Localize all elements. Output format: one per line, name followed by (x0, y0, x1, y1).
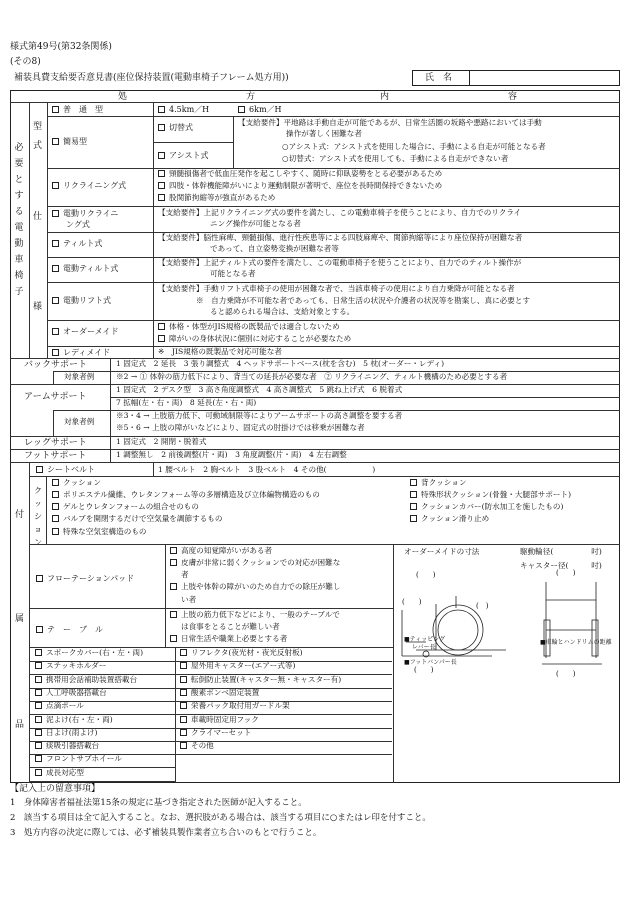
accessory-label: 屋外用キャスター(エアー式等) (191, 661, 296, 671)
accessory-label: 点滴ポール (46, 701, 84, 711)
side-label-required: 必要とする電動車椅子 (14, 143, 24, 297)
cushion-left-1[interactable]: クッション (52, 479, 101, 488)
accessory-item[interactable] (35, 662, 106, 671)
cushion-right-2[interactable]: 特殊形状クッション(骨盤・大腿部サポート) (410, 491, 571, 500)
side-label-yo: 様 (33, 302, 43, 312)
cushion-side-label: クッション (34, 486, 42, 547)
checkbox[interactable] (35, 755, 42, 762)
notes-title: 【記入上の留意事項】 (10, 784, 101, 794)
checkbox[interactable] (35, 702, 42, 709)
accessory-label: 成長対応型 (46, 767, 84, 777)
accessory-item[interactable] (35, 769, 84, 778)
wheelchair-dimension-diagram (396, 560, 616, 710)
accessory-item[interactable] (180, 649, 303, 658)
side-label-shi: 仕 (33, 212, 43, 222)
accessory-item[interactable] (35, 649, 143, 658)
accessory-label: 車載時固定用フック (191, 714, 259, 724)
lift-requirement-1: 【支給要件】手動リフト式車椅子の使用が困難な者で、当該車椅子の使用により自力乗降が可能となる者 (158, 284, 515, 293)
accessory-item[interactable] (35, 689, 107, 698)
back-support-label: バックサポート (24, 360, 88, 370)
table-reason-1b: は食事をとることが難しい者 (181, 622, 280, 631)
cushion-left-2[interactable]: ポリエステル繊維、ウレタンフォーム等の多層構造及び立体編物構造のもの (52, 491, 320, 500)
flotation-pad-checkbox[interactable]: フローテーションパッド (36, 574, 134, 583)
foot-support-options[interactable]: 1 調整無し 2 前後調整(片・両) 3 角度調整(片・両) 4 左右調整 (116, 450, 347, 459)
cushion-left-5[interactable]: 特殊な空気室構造のもの (52, 528, 147, 537)
accessory-item[interactable] (35, 755, 122, 764)
cushion-left-3[interactable]: ゲルとウレタンフォームの組合せのもの (52, 503, 199, 512)
head-label-1: 処 (118, 92, 128, 102)
drive-wheel-size[interactable]: 駆動輪径( 吋) (520, 547, 602, 556)
form-title: 補装具費支給要否意見書(座位保持装置(電動車椅子フレーム処方用)) (14, 73, 289, 83)
accessory-item[interactable] (180, 716, 259, 725)
arm-support-options-2[interactable]: 7 拡幅(左・右・両) 8 延長(左・右・両) (116, 398, 257, 407)
checkbox[interactable] (180, 662, 187, 669)
accessory-label: クライマーセット (191, 727, 252, 737)
foot-bumper-label: ■フットバンパー長 (404, 659, 457, 666)
accessory-item[interactable] (35, 716, 113, 725)
checkbox[interactable] (180, 702, 187, 709)
kan-i-requirement-1: 【支給要件】平地路は手動自走が可能であるが、日常生活圏の坂路や悪路においては手動 (238, 118, 542, 127)
accessory-label: 転倒防止装置(キャスター無・キャスター有) (191, 674, 342, 684)
accessory-label: 酸素ボンベ固定装置 (191, 687, 260, 697)
note-3: 3 処方内容の決定に際しては、必ず補装具製作業者立ち合いのもとで行うこと。 (10, 828, 322, 838)
accessory-label: 泥よけ(右・左・両) (46, 714, 113, 724)
spec-tilt[interactable]: ティルト式 (52, 239, 102, 248)
lift-requirement-3: ると認められる場合は、支給対象とする。 (210, 307, 355, 316)
cushion-right-1[interactable]: 背クッション (410, 479, 466, 488)
svg-text:( ): ( ) (402, 598, 422, 606)
accessory-item[interactable] (180, 742, 214, 751)
head-label-4: 容 (508, 92, 518, 102)
spec-reclining[interactable]: リクライニング式 (52, 181, 126, 190)
arm-support-label: アームサポート (24, 392, 87, 402)
back-support-options[interactable]: 1 固定式 2 延長 3 張り調整式 4 ヘッドサポートベース(枕を含む) 5 枕(オーダー・レディ) (116, 359, 445, 368)
checkbox[interactable] (180, 729, 187, 736)
accessory-item[interactable] (180, 689, 259, 698)
speed-option-1[interactable]: 4.5km／H (158, 105, 209, 114)
spec-electric-reclining-2: ング式 (66, 220, 90, 229)
accessory-label: 人工呼吸器搭載台 (46, 687, 107, 697)
cushion-left-4[interactable]: バルブを開閉するだけで空気量を調節するもの (52, 515, 222, 524)
leg-support-label: レッグサポート (24, 438, 87, 448)
lever-length-label: レバー長 (412, 644, 436, 651)
arm-support-options-1[interactable]: 1 固定式 2 デスク型 3 高さ角度調整式 4 高さ調整式 5 跳ね上げ式 6 脱着式 (116, 385, 403, 394)
accessory-item[interactable] (35, 729, 98, 738)
checkbox[interactable] (180, 716, 187, 723)
accessory-label: その他 (191, 741, 214, 751)
accessory-label: 携帯用会話補助装置搭載台 (46, 674, 138, 684)
arm-example-2: ※5・6 → 上肢の障がいなどにより、固定式の肘掛けでは移乗が困難な者 (116, 423, 365, 432)
spec-electric-reclining[interactable]: 電動リクライニ (52, 209, 118, 218)
type-futsu[interactable]: 普 通 型 (52, 105, 103, 114)
reclining-reason-3[interactable]: 股関節拘縮等が強直があるため (158, 194, 275, 203)
checkbox[interactable] (180, 676, 187, 683)
svg-text:( ): ( ) (476, 602, 489, 610)
accessory-label: 栄養パック取付用ガードル架 (191, 701, 290, 711)
kan-i-requirement-3: ○アシスト式：アシスト式を使用した場合に、手動による自走が可能となる者 (282, 142, 546, 151)
accessory-item[interactable] (180, 662, 295, 671)
kan-i-requirement-2: 操作が著しく困難な者 (286, 129, 362, 138)
spec-order-made[interactable]: オーダーメイド (52, 327, 118, 336)
svg-text:( ): ( ) (414, 666, 434, 674)
cushion-right-4[interactable]: クッション滑り止め (410, 515, 489, 524)
accessory-item[interactable] (35, 742, 99, 751)
accessory-item[interactable] (35, 676, 137, 685)
note-1: 1 身体障害者福祉法第15条の規定に基づき指定された医師が記入すること。 (10, 798, 307, 808)
accessory-label: 日よけ(雨よけ) (46, 727, 98, 737)
svg-text:( ): ( ) (556, 569, 576, 577)
accessory-item[interactable] (180, 729, 251, 738)
checkbox[interactable] (180, 689, 187, 696)
kan-i-assist[interactable]: アシスト式 (158, 151, 208, 160)
e-tilt-requirement-1: 【支給要件】上記ティルト式の要件を満たし、この電動車椅子を使うことにより、自力でのティルト操作が (158, 258, 522, 267)
order-reason-2[interactable]: 障がいの身体状況に個別に対応することが必要なため (158, 335, 351, 344)
spec-electric-tilt[interactable]: 電動ティルト式 (52, 264, 118, 273)
speed-option-2[interactable]: 6km／H (238, 105, 282, 114)
tilt-requirement-1: 【支給要件】脳性麻痺、頸髄損傷、進行性疾患等による四肢麻痺や、関節拘縮等により座位保持が困難な者 (158, 233, 523, 242)
reclining-reason-1[interactable]: 頸髄損傷者で低血圧発作を起こしやすく、随時に仰臥姿勢をとる必要があるため (158, 170, 442, 179)
seatbelt-options[interactable]: 1 腰ベルト 2 胸ベルト 3 股ベルト 4 その他( ) (158, 465, 376, 474)
accessory-item[interactable] (180, 702, 290, 711)
head-label-2: 方 (246, 92, 256, 102)
checkbox[interactable] (180, 742, 187, 749)
name-input[interactable] (468, 71, 619, 85)
kan-i-requirement-4: ○切替式：アシスト式を使用しても、手動による自走ができない者 (282, 154, 509, 163)
order-dim-title: オーダーメイドの寸法 (404, 547, 480, 556)
leg-support-options[interactable]: 1 固定式 2 開閉・脱着式 (116, 437, 207, 446)
order-reason-1[interactable]: 体格・体型がJIS規格の既製品では適合しないため (158, 323, 340, 332)
spec-electric-lift[interactable]: 電動リフト式 (52, 296, 111, 305)
accessory-label: フロントサブホイール (46, 754, 122, 764)
arm-example-1: ※3・4 → 上肢筋力低下、可動域制限等によりアームサポートの高さ調整を要する者 (116, 411, 403, 420)
flotation-reason-1[interactable]: 高度の知覚障がいがある者 (170, 547, 272, 556)
handrim-label: ■車輪とハンドリムの距離 (540, 639, 612, 646)
kan-i-switch[interactable]: 切替式 (158, 123, 193, 132)
checkbox[interactable] (35, 716, 42, 723)
sheet-number: (その8) (10, 57, 41, 67)
head-label-3: 内 (380, 92, 390, 102)
checkbox[interactable] (35, 742, 42, 749)
arm-example-label: 対象者例 (64, 417, 95, 426)
side-label-kata: 型 (33, 122, 43, 132)
reclining-reason-2[interactable]: 四肢・体幹機能障がいにより運動制限が著明で、座位を長時間保持できないため (158, 182, 442, 191)
lift-requirement-2: ※ 自力乗降が不可能な者であっても、日常生活の状況や介護者の状況等を勘案し、真に必要とす (196, 296, 531, 305)
checkbox[interactable] (35, 769, 42, 776)
side-label-shiki: 式 (33, 141, 43, 151)
checkbox[interactable] (35, 676, 42, 683)
form-number: 様式第49号(第32条関係) (10, 42, 112, 52)
accessory-item[interactable] (180, 676, 341, 685)
accessory-label: 痰吸引器搭載台 (46, 741, 100, 751)
ready-made-note: ※ JIS規格の既製品で対応可能な者 (158, 347, 282, 356)
checkbox[interactable] (35, 649, 42, 656)
back-example-text: ※2 → ① 体幹の筋力低下により、背当ての延長が必要な者 ② リクライニング、ティルト機構のため必要とする者 (116, 372, 508, 381)
accessory-item[interactable] (35, 702, 84, 711)
checkbox[interactable] (35, 662, 42, 669)
accessory-label: ステッキホルダー (46, 661, 107, 671)
spec-ready-made[interactable]: レディメイド (52, 348, 110, 357)
svg-text:( ): ( ) (416, 571, 436, 579)
accessory-label: リフレクタ(夜光材・夜光反射板) (191, 648, 303, 657)
table-checkbox[interactable]: テ ー ブ ル (36, 625, 103, 634)
back-example-label: 対象者例 (64, 372, 95, 381)
name-label: 氏 名 (425, 73, 453, 83)
e-reclining-requirement-1: 【支給要件】上記リクライニング式の要件を満たし、この電動車椅子を使うことにより、自力でのリクライ (158, 208, 522, 217)
tipping-lever-label: ■ティッピング (404, 636, 446, 643)
flotation-reason-2[interactable]: 皮膚が非常に弱くクッションでの対応が困難な (170, 559, 340, 568)
side-label-fu: 付 (15, 510, 25, 520)
e-reclining-requirement-2: ニング操作が可能となる者 (210, 219, 301, 228)
type-kan-i[interactable]: 簡易型 (52, 137, 87, 146)
side-label-zoku: 属 (15, 614, 25, 624)
side-label-hin: 品 (15, 720, 25, 730)
seatbelt-checkbox[interactable]: シートベルト (36, 465, 95, 474)
flotation-reason-3[interactable]: 上肢や体幹の障がいのため自力での除圧が難し (170, 583, 340, 592)
checkbox[interactable] (35, 689, 42, 696)
note-2: 2 該当する項目は全て記入すること。なお、選択肢がある場合は、該当する項目に○またはレ印を付すこと。 (10, 813, 431, 823)
table-reason-1[interactable]: 上肢の筋力低下などにより、一般のテーブルで (170, 611, 340, 620)
foot-support-label: フットサポート (24, 451, 87, 461)
tilt-requirement-2: であって、自立姿勢変換が困難な者等 (210, 244, 339, 253)
checkbox[interactable] (35, 729, 42, 736)
e-tilt-requirement-2: 可能となる者 (210, 269, 256, 278)
accessory-label: スポークカバー(右・左・両) (46, 648, 144, 657)
caster-size[interactable]: キャスター径( 吋) (520, 561, 602, 570)
flotation-reason-2b: 者 (181, 570, 189, 579)
checkbox[interactable] (180, 649, 187, 656)
cushion-right-3[interactable]: クッションカバー(防水加工を施したもの) (410, 503, 563, 512)
table-reason-2[interactable]: 日常生活や職業上必要とする者 (170, 635, 287, 644)
flotation-reason-3b: い者 (181, 595, 197, 604)
svg-text:( ): ( ) (556, 670, 576, 678)
